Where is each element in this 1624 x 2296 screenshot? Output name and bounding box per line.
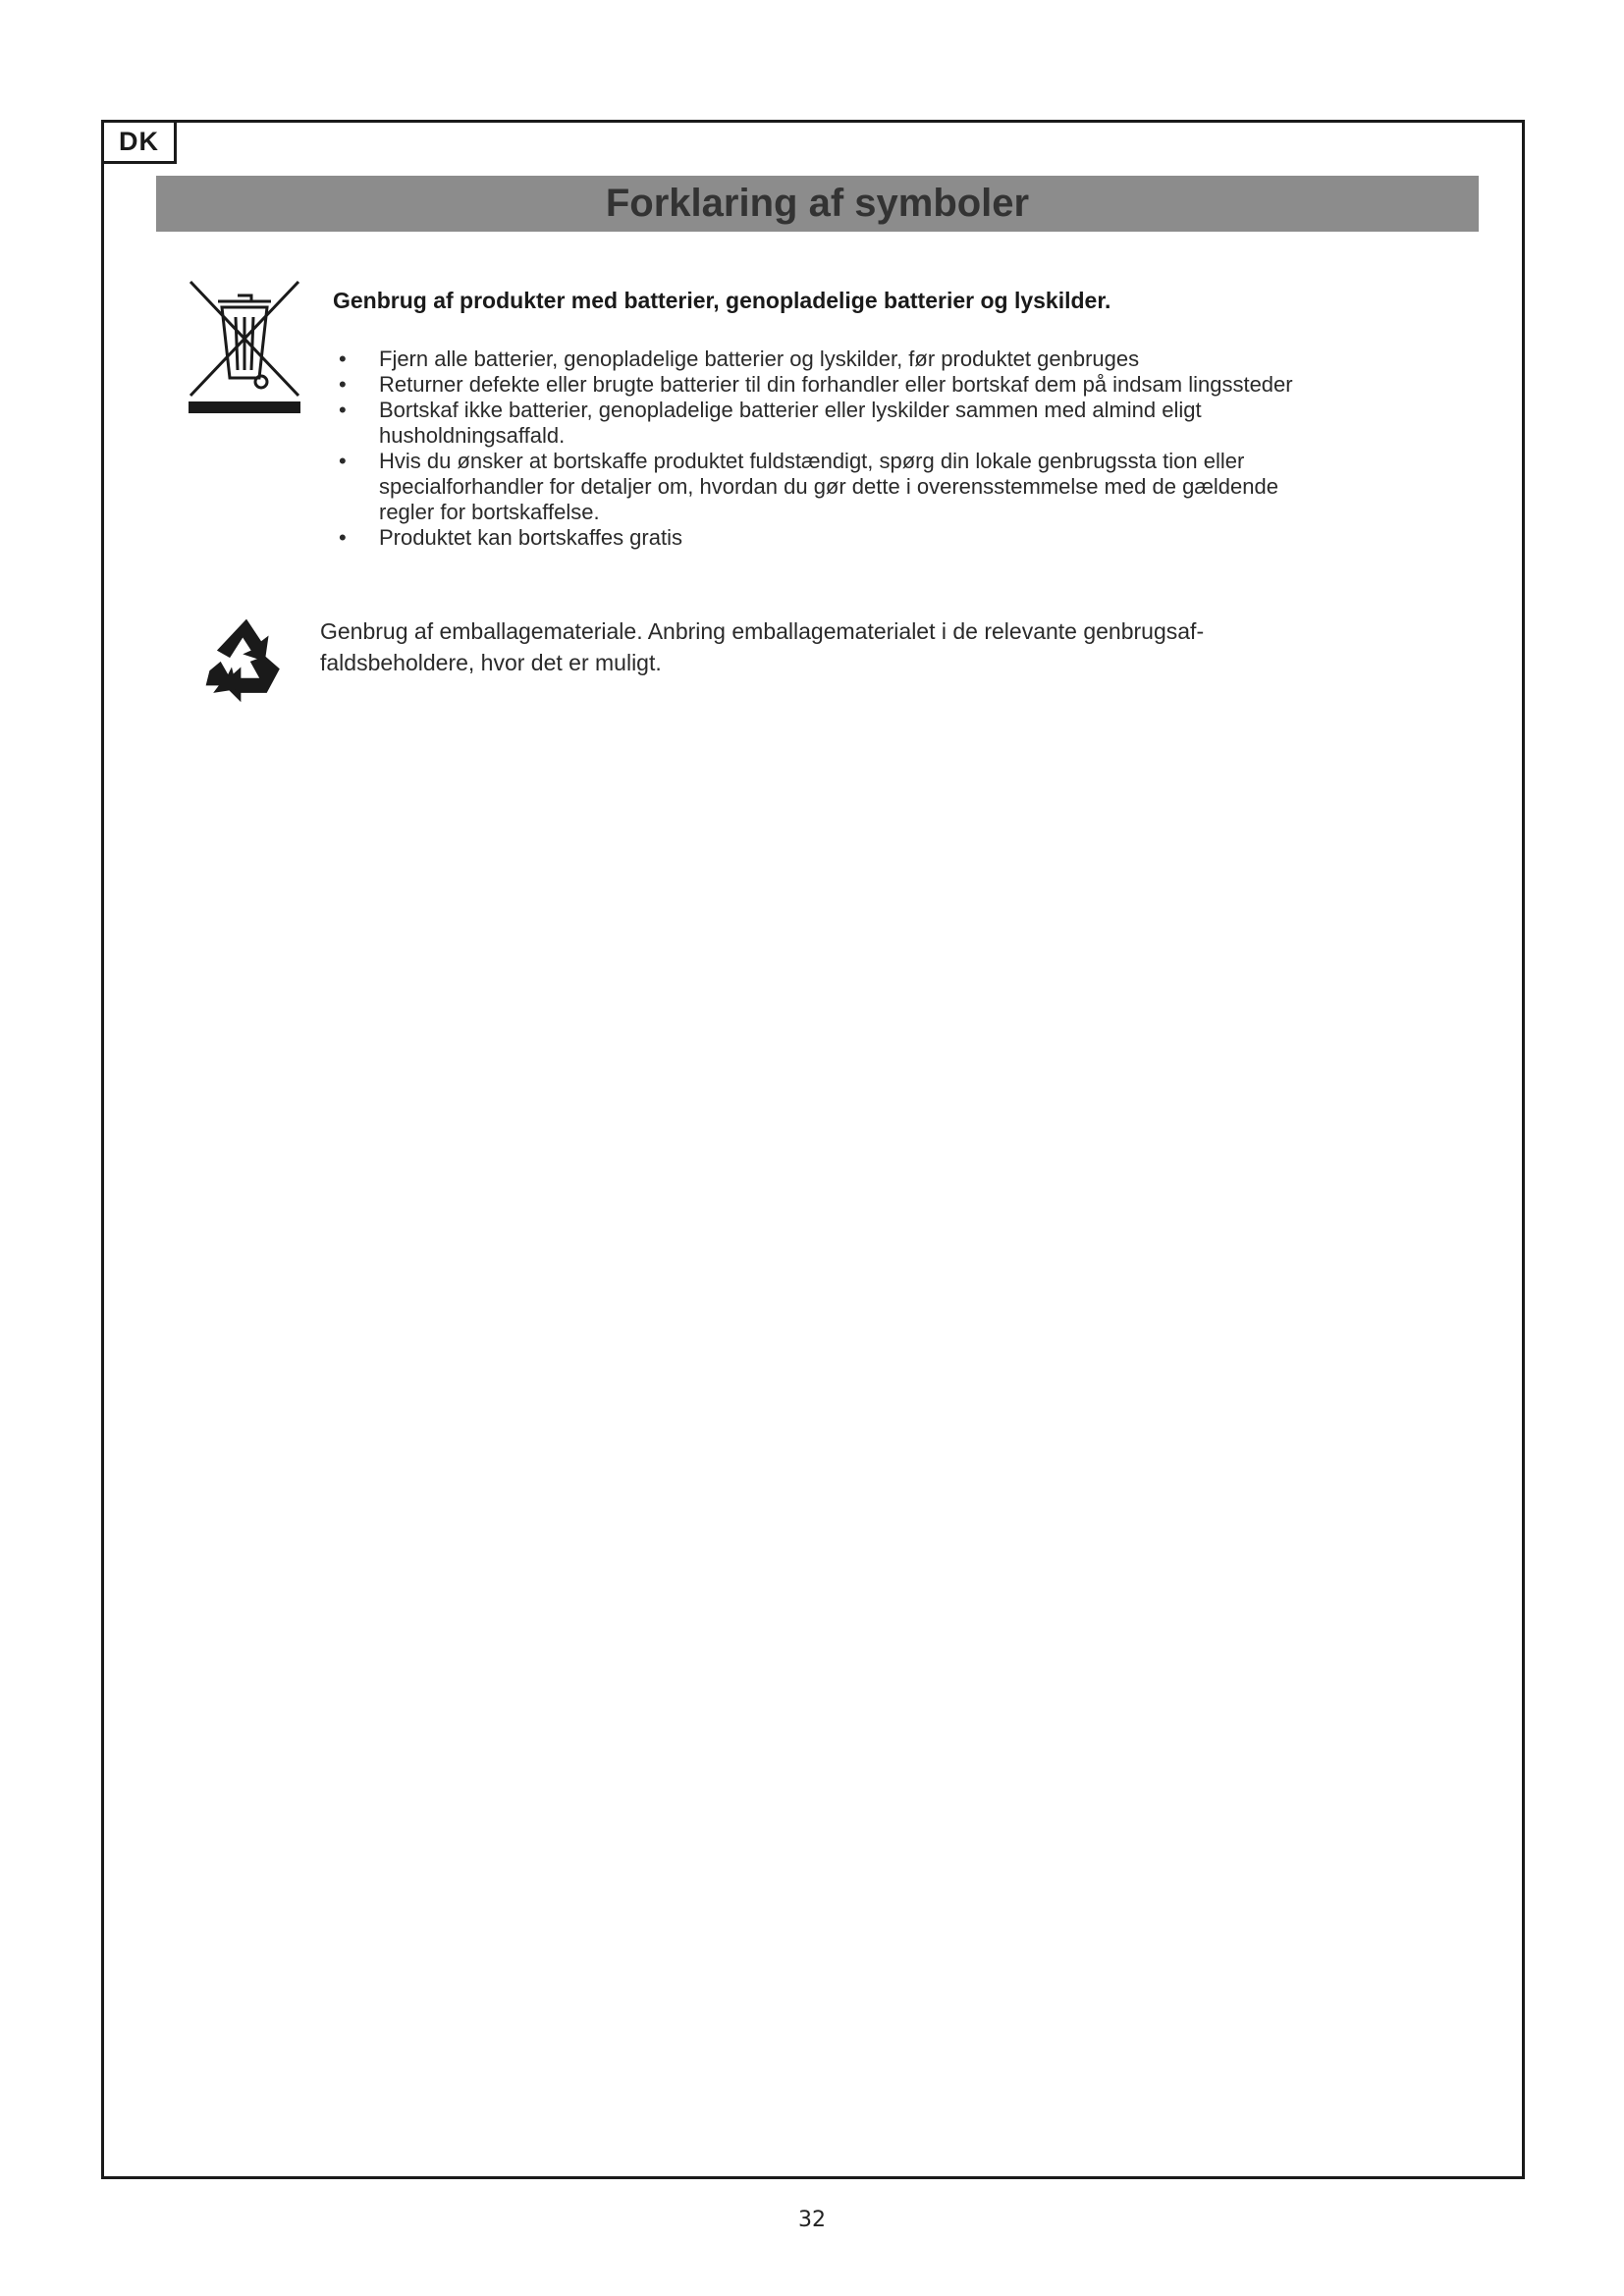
language-tag: DK [104,123,177,164]
packaging-recycling-text: Genbrug af emballagemateriale. Anbring emballagematerialet i de relevante genbrugsaf- faldsbeholdere, hvor det er muligt. [320,618,1205,675]
list-item: • Hvis du ønsker at bortskaffe produktet fuldstændigt, spørg din lokale genbrugssta tion eller specialforhandler for detaljer om, hvordan du gør dette i overensstemmelse med de gældende regler for bortskaffelse. [339,449,1278,524]
bullet-dot: • [339,347,347,371]
recycling-symbol-icon [200,614,293,706]
crossed-out-wheelie-bin-icon [187,280,302,415]
list-item: • Returner defekte eller brugte batterier til din forhandler eller bortskaf dem på indsam lingssteder [339,372,1293,397]
section-heading-batteries: Genbrug af produkter med batterier, genopladelige batterier og lyskilder. [333,288,1111,313]
bullet-dot: • [339,398,347,422]
title-bar [156,176,1479,232]
bullet-list [333,347,1334,551]
bullet-dot: • [339,525,347,550]
page-number: 32 [798,2208,826,2232]
list-item: • Produktet kan bortskaffes gratis [339,525,682,550]
bullet-dot: • [339,372,347,397]
page-title: Forklaring af symboler [605,182,1030,225]
list-item: • Fjern alle batterier, genopladelige batterier og lyskilder, før produktet genbruges [339,347,1140,371]
bullet-dot: • [339,449,347,473]
list-item: • Bortskaf ikke batterier, genopladelige batterier eller lyskilder sammen med almind eligt husholdningsaffald. [339,398,1202,448]
page-frame [101,120,1525,2179]
